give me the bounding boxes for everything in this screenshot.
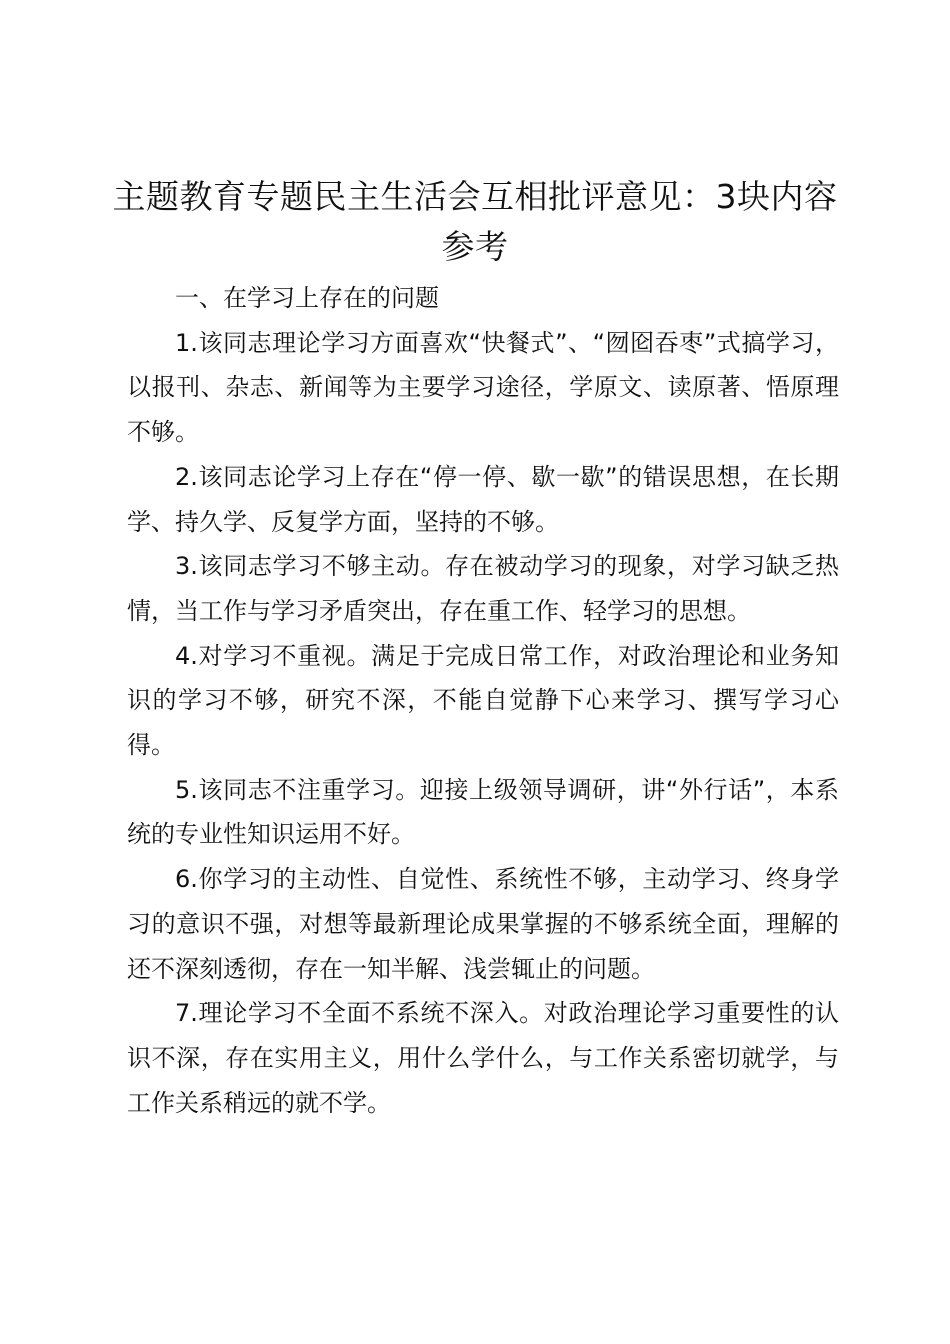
paragraph-item-6: 6.你学习的主动性、自觉性、系统性不够，主动学习、终身学习的意识不强，对想等最新理论成果掌握的不够系统全面，理解的还不深刻透彻，存在一知半解、浅尝辄止的问题。 bbox=[127, 865, 839, 983]
paragraph-item-4: 4.对学习不重视。满足于完成日常工作，对政治理论和业务知识的学习不够，研究不深，不能自觉静下心来学习、撰写学习心得。 bbox=[127, 641, 839, 760]
document-title: 主题教育专题民主生活会互相批评意见：3块内容参考 bbox=[112, 177, 838, 266]
paragraph-item-3: 3.该同志学习不够主动。存在被动学习的现象，对学习缺乏热情，当工作与学习矛盾突出，存在重工作、轻学习的思想。 bbox=[127, 552, 839, 625]
paragraph-item-5: 5.该同志不注重学习。迎接上级领导调研，讲“外行话”，本系统的专业性知识运用不好。 bbox=[127, 775, 839, 849]
section-heading: 一、在学习上存在的问题 bbox=[175, 284, 439, 312]
paragraph-item-1: 1.该同志理论学习方面喜欢“快餐式”、“囫囵吞枣”式搞学习，以报刊、杂志、新闻等为主要学习途径，学原文、读原著、悟原理不够。 bbox=[127, 328, 839, 447]
paragraph-item-7: 7.理论学习不全面不系统不深入。对政治理论学习重要性的认识不深，存在实用主义，用什么学什么，与工作关系密切就学，与工作关系稍远的就不学。 bbox=[127, 999, 839, 1117]
paragraph-item-2: 2.该同志论学习上存在“停一停、歇一歇”的错误思想，在长期学、持久学、反复学方面，坚持的不够。 bbox=[127, 462, 839, 536]
document-body bbox=[127, 276, 839, 1125]
